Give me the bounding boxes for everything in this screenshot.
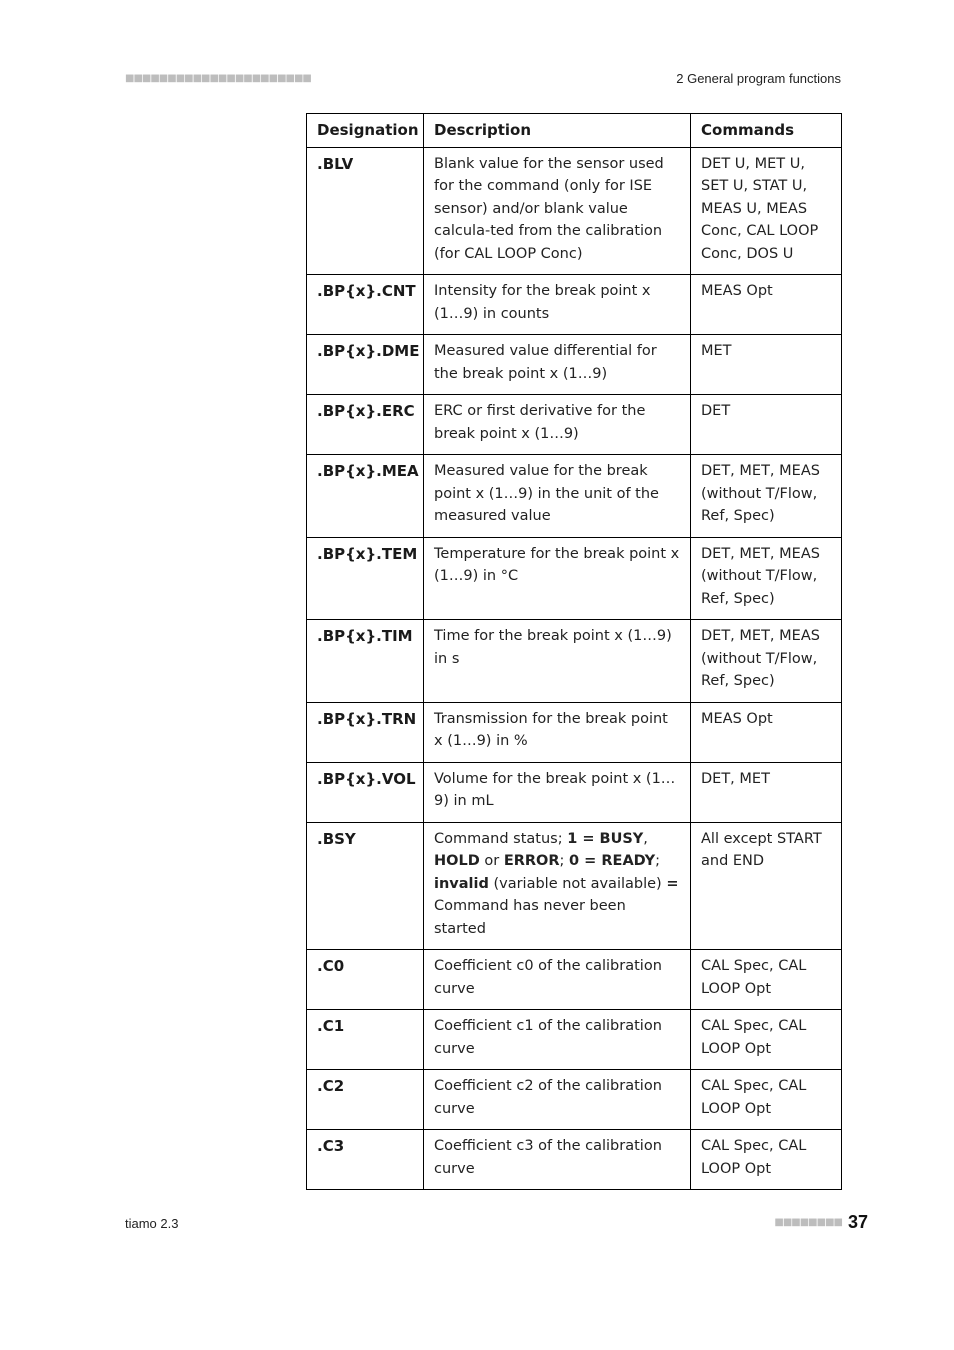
table-row [307,455,842,538]
designation-cell: .C0 [307,950,424,1010]
designation-cell: .BP{x}.MEA [307,455,424,538]
commands-cell: MET [691,335,842,395]
description-cell: Blank value for the sensor used for the command (only for ISE sensor) and/or blank value calcula-ted from the calibration (for CAL LOOP Conc) [424,147,691,275]
commands-cell: DET U, MET U, SET U, STAT U, MEAS U, MEAS Conc, CAL LOOP Conc, DOS U [691,147,842,275]
description-cell: ERC or first derivative for the break point x (1…9) [424,395,691,455]
commands-cell: CAL Spec, CAL LOOP Opt [691,1070,842,1130]
busy-value: 1 = BUSY [567,830,644,847]
table-row [307,395,842,455]
page-footer [774,1212,868,1233]
designation-cell: .BLV [307,147,424,275]
designation-cell: .BP{x}.TIM [307,620,424,703]
table-header-row [307,114,842,148]
commands-cell: All except START and END [691,822,842,950]
commands-cell: DET, MET, MEAS (without T/Flow, Ref, Spec) [691,537,842,620]
designation-cell: .C2 [307,1070,424,1130]
commands-cell: MEAS Opt [691,275,842,335]
designation-cell: .BP{x}.ERC [307,395,424,455]
description-text: (variable not available) [488,875,667,892]
commands-cell: DET [691,395,842,455]
table-row [307,822,842,950]
description-cell: Intensity for the break point x (1…9) in counts [424,275,691,335]
description-cell: Coefficient c2 of the calibration curve [424,1070,691,1130]
table-row [307,950,842,1010]
designation-cell: .BP{x}.VOL [307,762,424,822]
description-cell: Measured value differential for the break point x (1…9) [424,335,691,395]
designation-cell: .BP{x}.TEM [307,537,424,620]
designation-cell: .BP{x}.CNT [307,275,424,335]
description-text: Command has never been started [434,898,626,937]
hold-value: HOLD [434,853,480,869]
footer-decoration: ■■■■■■■■ [774,1217,842,1228]
description-cell: Coefficient c0 of the calibration curve [424,950,691,1010]
description-text: or [479,853,504,869]
description-text: Command status; [434,830,568,847]
commands-cell: CAL Spec, CAL LOOP Opt [691,950,842,1010]
column-header-commands: Commands [691,114,842,148]
commands-cell: CAL Spec, CAL LOOP Opt [691,1130,842,1190]
description-cell: Time for the break point x (1…9) in s [424,620,691,703]
description-text: ; [559,853,570,869]
table-row [307,537,842,620]
table-row [307,762,842,822]
table-row [307,335,842,395]
description-cell [424,822,691,950]
description-text: , [643,830,648,847]
table-row [307,702,842,762]
column-header-designation: Designation [307,114,424,148]
commands-cell: DET, MET [691,762,842,822]
description-cell: Volume for the break point x (1…9) in mL [424,762,691,822]
table-row [307,620,842,703]
variables-table [306,113,842,1190]
column-header-description: Description [424,114,691,148]
commands-cell: MEAS Opt [691,702,842,762]
commands-cell: CAL Spec, CAL LOOP Opt [691,1010,842,1070]
table-row [307,1070,842,1130]
description-cell: Transmission for the break point x (1…9) in % [424,702,691,762]
description-cell: Coefficient c3 of the calibration curve [424,1130,691,1190]
description-cell: Coefficient c1 of the calibration curve [424,1010,691,1070]
header-decoration: ■■■■■■■■■■■■■■■■■■■■■■ [125,73,311,84]
designation-cell: .C3 [307,1130,424,1190]
equals-sign: = [666,875,679,892]
designation-cell: .C1 [307,1010,424,1070]
description-cell: Measured value for the break point x (1…9) in the unit of the measured value [424,455,691,538]
product-name: tiamo 2.3 [125,1216,179,1231]
description-cell: Temperature for the break point x (1…9) in °C [424,537,691,620]
page-number: 37 [847,1212,868,1232]
invalid-value: invalid [434,875,489,892]
designation-cell: .BP{x}.TRN [307,702,424,762]
table-row [307,275,842,335]
description-text: ; [655,853,661,869]
error-value: ERROR [503,853,560,869]
ready-value: 0 = READY [569,853,656,869]
table-row [307,1130,842,1190]
table-row [307,1010,842,1070]
chapter-title: 2 General program functions [676,71,841,86]
designation-cell: .BP{x}.DME [307,335,424,395]
commands-cell: DET, MET, MEAS (without T/Flow, Ref, Spec) [691,620,842,703]
designation-cell: .BSY [307,822,424,950]
table-row [307,147,842,275]
commands-cell: DET, MET, MEAS (without T/Flow, Ref, Spec) [691,455,842,538]
